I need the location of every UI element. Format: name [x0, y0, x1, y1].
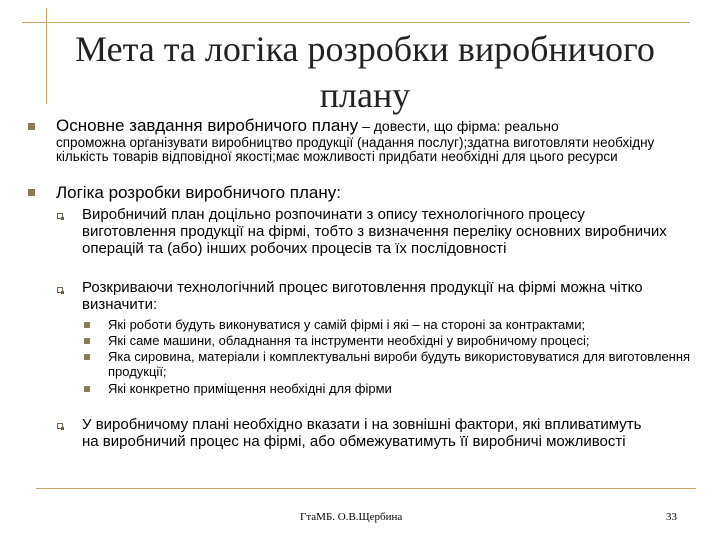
footer-page-number: 33	[666, 511, 677, 523]
bullet-marker-1	[28, 123, 35, 130]
item-3-text: Яка сировина, матеріали і комплектувальні вироби будуть використовуватися для виготовлення продукції;	[108, 349, 691, 379]
sub-bullet-marker-2	[57, 287, 63, 293]
bullet-1-tail: – довести, що фірма: реально	[358, 118, 559, 134]
item-1-text: Які роботи будуть виконуватися у самій фірмі і які – на стороні за контрактами;	[108, 317, 586, 332]
item-4-text: Які конкретно приміщення необхідні для фірми	[108, 381, 392, 396]
bullet-1-continuation: спроможна організувати виробництво продукції (надання послуг);здатна виготовляти необхідну кількість товарів відповідної якості;має можливості придбати необхідні для цього ресурси	[56, 135, 655, 164]
footer-author: ГтаМБ. О.В.Щербина	[300, 511, 403, 523]
frame-top-line	[22, 22, 690, 23]
sub-bullet-marker-3	[57, 423, 63, 429]
bullet-1-head: Основне завдання виробничого плану	[56, 116, 359, 135]
bullet-2-head: Логіка розробки виробничого плану:	[56, 183, 341, 202]
item-marker-3	[84, 354, 90, 360]
sub-bullet-2-text: Розкриваючи технологічний процес виготовлення продукції на фірмі можна чітко визначити:	[82, 279, 643, 313]
item-marker-4	[84, 386, 90, 392]
sub-bullet-3-text: У виробничому плані необхідно вказати і на зовнішні фактори, які впливатимуть на виробничий процес на фірмі, або обмежуватимуть її виробничі можливості	[82, 416, 642, 450]
bullet-1-first-line	[56, 116, 696, 136]
sub-bullet-1-text: Виробничий план доцільно розпочинати з опису технологічного процесу виготовлення продукції на фірмі, тобто з визначення переліку основних виробничих операцій та (або) інших робочих процесів та їх послідовності	[82, 206, 667, 257]
slide-title: Мета та логіка розробки виробничого плану	[75, 29, 655, 115]
item-2-text: Які саме машини, обладнання та інструменти необхідні у виробничому процесі;	[108, 333, 590, 348]
item-marker-2	[84, 338, 90, 344]
sub-bullet-marker-1	[57, 213, 63, 219]
item-marker-1	[84, 322, 90, 328]
frame-bottom-line	[36, 488, 696, 489]
bullet-marker-2	[28, 189, 35, 196]
